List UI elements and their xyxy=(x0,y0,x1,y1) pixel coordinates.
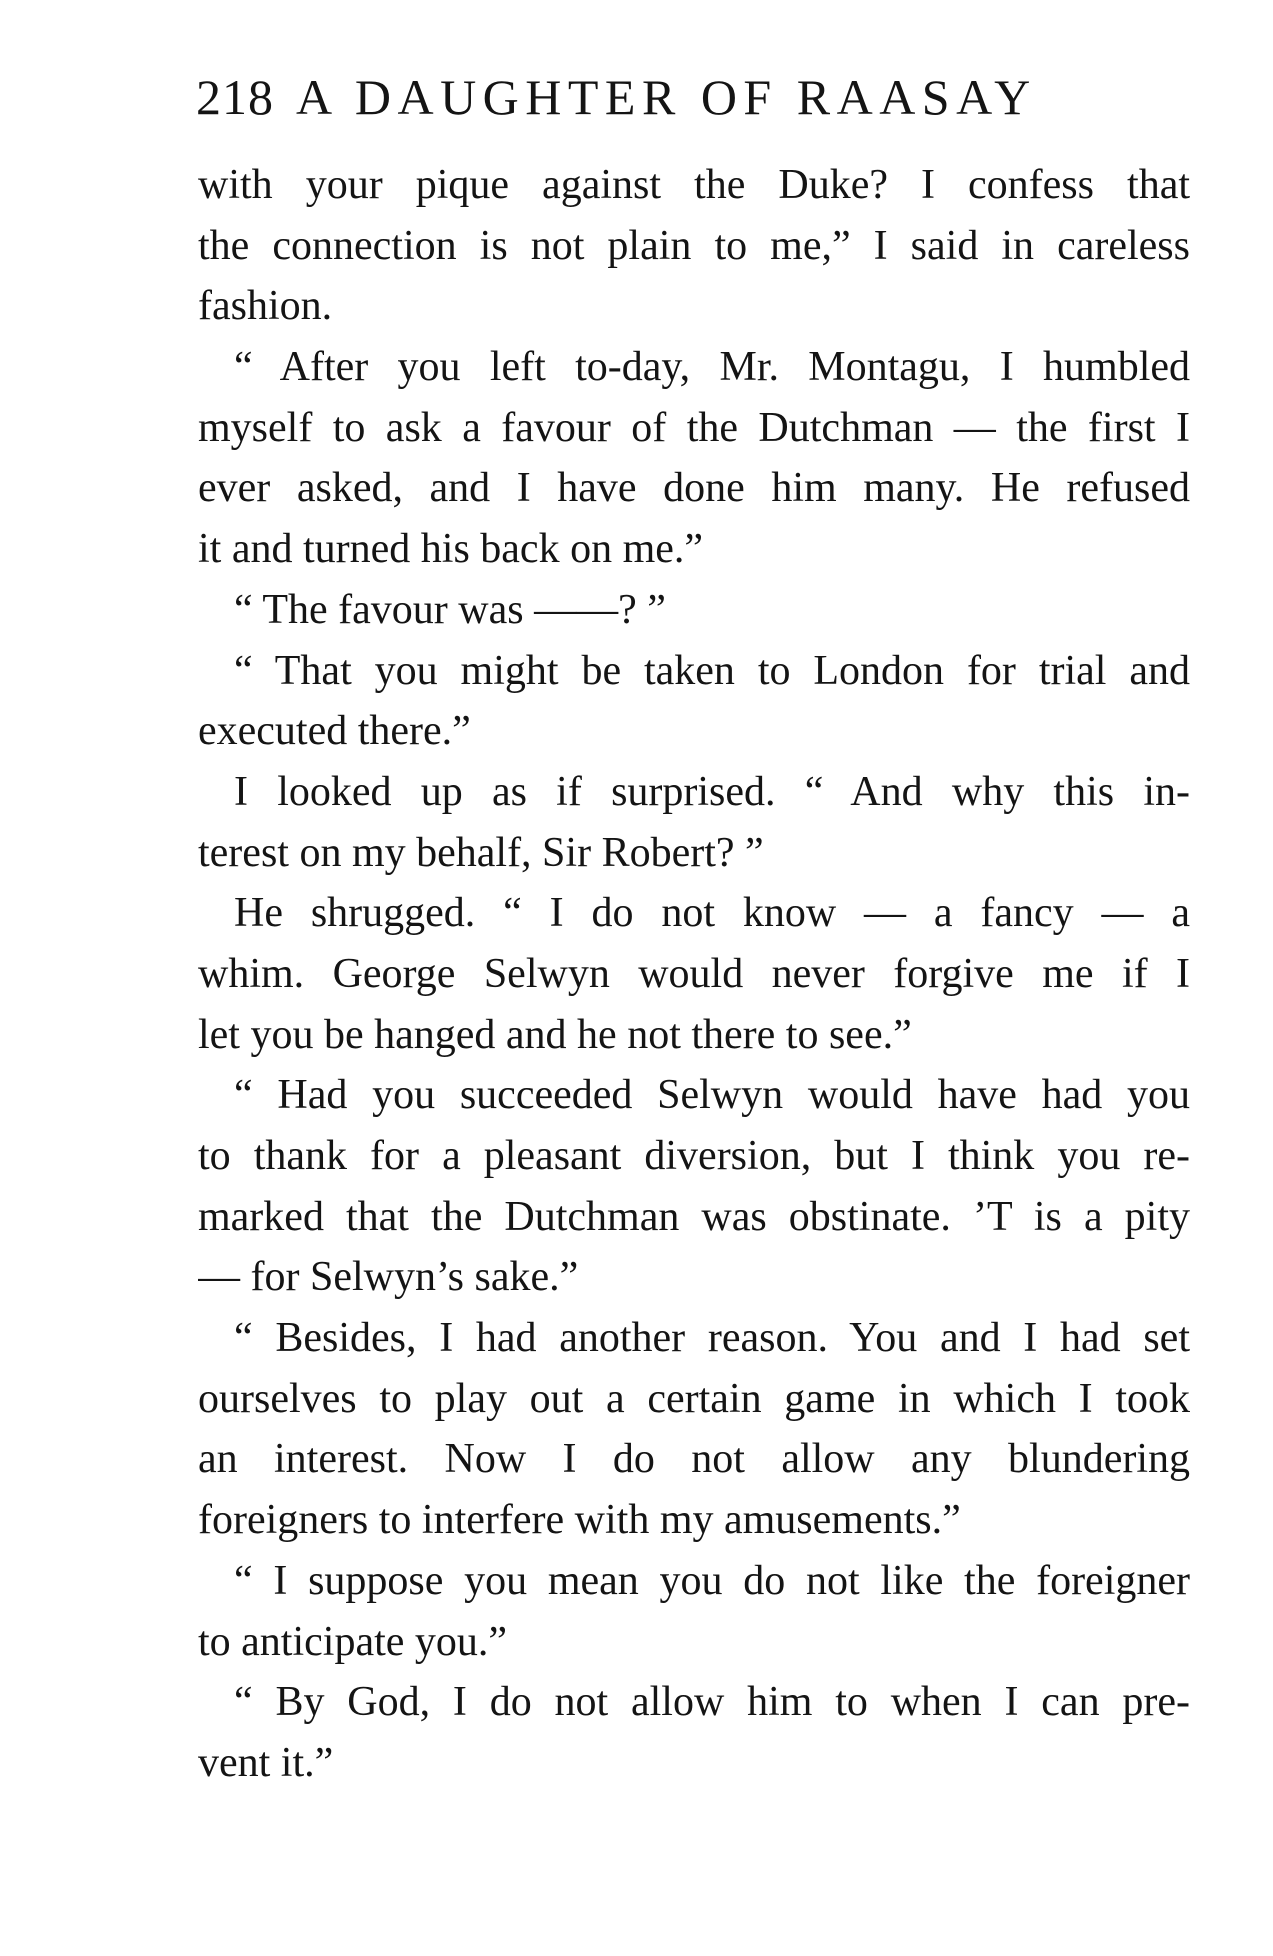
text-line: “ That you might be taken to London for trial and xyxy=(234,647,1190,694)
text-line: fashion. xyxy=(198,283,333,330)
page-number: 218 xyxy=(196,69,274,125)
text-line: I looked up as if surprised. “ And why this in- xyxy=(234,768,1190,815)
running-head xyxy=(196,62,1176,132)
text-line: “ The favour was ——? ” xyxy=(234,586,666,633)
text-line: ever asked, and I have done him many. He refused xyxy=(198,465,1190,512)
text-line: “ Had you succeeded Selwyn would have had you xyxy=(234,1072,1190,1119)
text-line: ourselves to play out a certain game in which I took xyxy=(198,1375,1190,1422)
text-line: to thank for a pleasant diversion, but I think you re- xyxy=(198,1133,1190,1179)
text-line: executed there.” xyxy=(198,708,471,755)
text-line: “ Besides, I had another reason. You and I had set xyxy=(234,1315,1190,1362)
text-line: it and turned his back on me.” xyxy=(198,526,704,573)
body-text xyxy=(198,155,1190,1794)
text-line: with your pique against the Duke? I confess that xyxy=(198,162,1190,208)
text-line: “ I suppose you mean you do not like the foreigner xyxy=(234,1557,1190,1604)
text-line: let you be hanged and he not there to see.” xyxy=(198,1011,912,1058)
text-line: terest on my behalf, Sir Robert? ” xyxy=(198,829,764,876)
text-line: whim. George Selwyn would never forgive me if I xyxy=(198,950,1190,997)
text-line: an interest. Now I do not allow any blundering xyxy=(198,1436,1190,1483)
text-line: myself to ask a favour of the Dutchman — the first I xyxy=(198,404,1190,451)
text-line: “ After you left to-day, Mr. Montagu, I humbled xyxy=(234,344,1190,391)
text-line: to anticipate you.” xyxy=(198,1618,508,1665)
text-line: foreigners to interfere with my amusements.” xyxy=(198,1497,961,1544)
text-line: He shrugged. “ I do not know — a fancy — a xyxy=(234,890,1190,937)
text-line: — for Selwyn’s sake.” xyxy=(198,1254,579,1301)
text-line: the connection is not plain to me,” I said in careless xyxy=(198,222,1190,269)
book-title: A DAUGHTER OF RAASAY xyxy=(296,69,1037,125)
text-line: vent it.” xyxy=(198,1739,334,1786)
text-line: “ By God, I do not allow him to when I can pre- xyxy=(234,1679,1190,1726)
text-line: marked that the Dutchman was obstinate. ’T is a pity xyxy=(198,1193,1190,1240)
